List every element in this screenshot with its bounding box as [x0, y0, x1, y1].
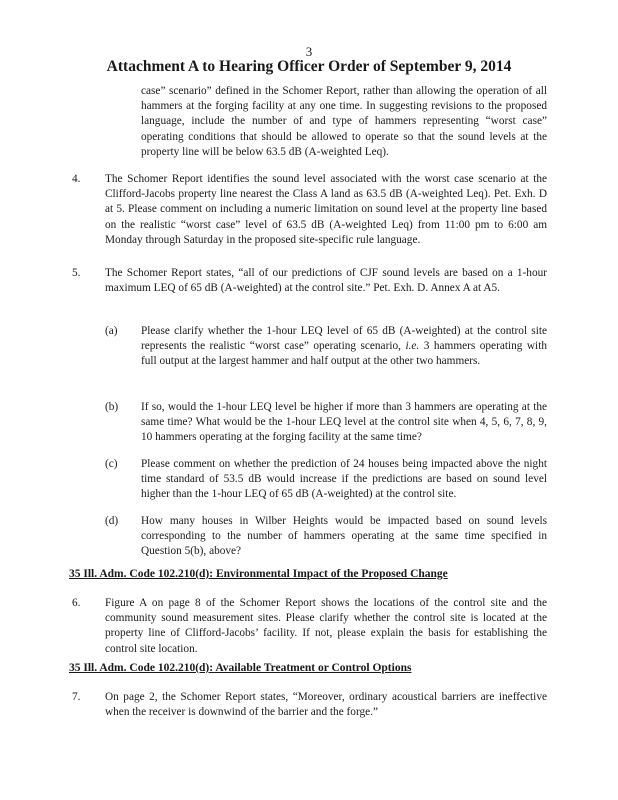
document-title: Attachment A to Hearing Officer Order of September 9, 2014 — [106, 58, 512, 75]
question-5d-text: How many houses in Wilber Heights would be impacted based on sound levels corresponding to the number of hammers operating at the same time specified in Question 5(b), above? — [141, 515, 547, 558]
page-number: 3 — [305, 44, 313, 59]
question-5b-label: (b) — [105, 401, 119, 413]
question-5d-label: (d) — [105, 515, 119, 527]
section-heading-control-options: 35 Ill. Adm. Code 102.210(d): Available Treatment or Control Options — [69, 662, 412, 674]
question-5c-text: Please comment on whether the prediction of 24 houses being impacted above the night time standard of 53.5 dB would increase if the predictions are based on sound level higher than the 1-hour LEQ of 65 dB (A-weighted) at the control site. — [141, 458, 547, 501]
question-5b-text: If so, would the 1-hour LEQ level be higher if more than 3 hammers are operating at the same time? What would be the 1-hour LEQ level at the control site when 4, 5, 6, 7, 8, 9, 10 hammers operating at the forging facility at the same time? — [141, 401, 547, 444]
question-6-number: 6. — [72, 597, 81, 609]
question-4-text: The Schomer Report identifies the sound level associated with the worst case scenario at the Clifford-Jacobs property line nearest the Class A land as 63.5 dB (A-weighted Leq). Pet. Exh. D at 5. Please comment on including a numeric limitation on sound level at the property line based on the realistic “worst case” level of 63.5 dB (A-weighted Leq) from 11:00 pm to 6:00 am Monday through Saturday in the proposed site-specific rule language. — [105, 173, 547, 246]
continuation-paragraph: case” scenario” defined in the Schomer Report, rather than allowing the operation of all hammers at the forging facility at any one time. In suggesting revisions to the proposed language, include the number of and type of hammers representing “worst case” operating conditions that should be allowed to operate so that the sound levels at the property line will be below 63.5 dB (A-weighted Leq). — [141, 85, 547, 158]
question-5a-label: (a) — [105, 325, 118, 337]
question-4-number: 4. — [72, 173, 81, 185]
question-5a-text: Please clarify whether the 1-hour LEQ level of 65 dB (A-weighted) at the control site represents the realistic “worst case” operating scenario, i.e. 3 hammers operating with full output at the largest hammer and half output at the other two hammers. — [141, 325, 547, 368]
section-heading-environmental-impact: 35 Ill. Adm. Code 102.210(d): Environmental Impact of the Proposed Change — [69, 568, 448, 580]
question-5c-label: (c) — [105, 458, 118, 470]
question-6-text: Figure A on page 8 of the Schomer Report shows the locations of the control site and the community sound measurement sites. Please clarify whether the control site is located at the property line of Clifford-Jacobs’ facility. If not, please explain the basis for establishing the control site location. — [105, 597, 547, 655]
question-7-text: On page 2, the Schomer Report states, “Moreover, ordinary acoustical barriers are ineffective when the receiver is downwind of the barrier and the forge.” — [105, 691, 547, 719]
question-7-number: 7. — [72, 691, 81, 703]
question-5-number: 5. — [72, 267, 81, 279]
question-5-text: The Schomer Report states, “all of our predictions of CJF sound levels are based on a 1-hour maximum LEQ of 65 dB (A-weighted) at the control site.” Pet. Exh. D. Annex A at A5. — [105, 267, 547, 295]
